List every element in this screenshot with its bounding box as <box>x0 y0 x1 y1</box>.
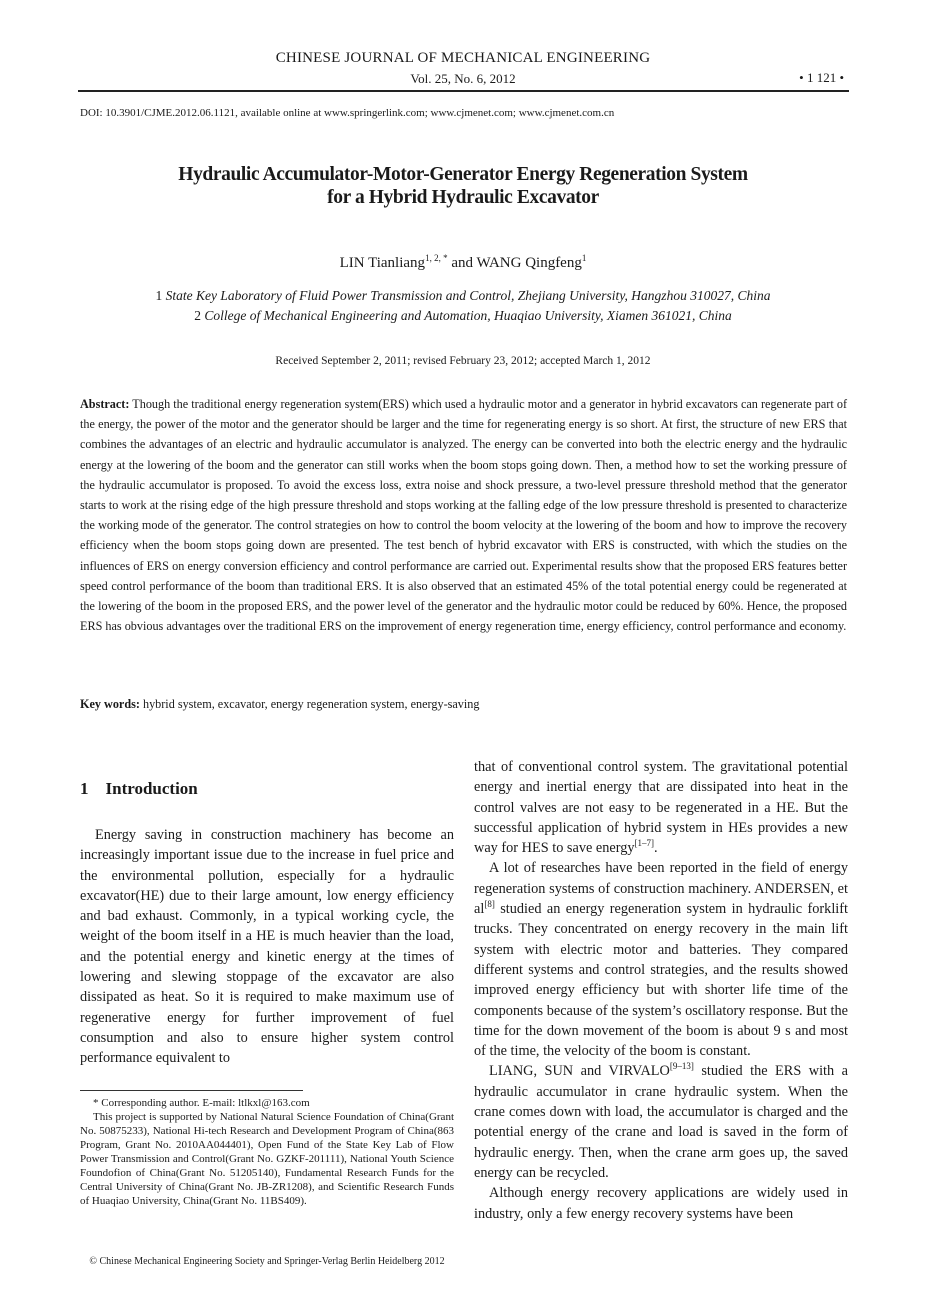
intro-paragraph-2-start: A lot of researches have been reported in the field of energy regeneration systems of construction machinery. ANDERSEN, et al <box>474 860 848 918</box>
citation-8[interactable]: [8] <box>484 899 495 910</box>
right-column-body <box>474 757 848 1224</box>
intro-paragraph-continued-end: . <box>654 840 658 857</box>
paper-title-line-1: Hydraulic Accumulator-Motor-Generator Energy Regeneration System <box>178 164 748 185</box>
paper-title-line-2: for a Hybrid Hydraulic Excavator <box>327 187 599 208</box>
author-line <box>0 255 926 272</box>
abstract-label: Abstract: <box>80 397 130 411</box>
doi-line: DOI: 10.3901/CJME.2012.06.1121, available online at www.springerlink.com; www.cjmenet.com; www.cjmenet.com.cn <box>80 107 615 119</box>
affiliation-2 <box>0 308 926 324</box>
keywords-text: hybrid system, excavator, energy regeneration system, energy-saving <box>142 697 480 711</box>
intro-paragraph-2-rest: studied an energy regeneration system in hydraulic forklift trucks. They concentrated on energy recovery in the main lift system with electric motor and batteries. They compared different systems and control strategies, and the results showed improved energy efficiency but with shorter life time of the components because of the system’s oscillatory response. But the time for the down movement of the boom is about 9 s and most of the time, the velocity of the boom is constant. <box>474 901 848 1060</box>
intro-paragraph-1: Energy saving in construction machinery has become an increasingly important issue due to the increase in fuel price and the environmental pollution, especially for a hydraulic excavator(HE) due to their large amount, low energy efficiency and bad exhaust. Commonly, in a typical working cycle, the weight of the boom itself in a HE is much heavier than the load, and the potential energy and kinetic energy at the times of lowering and slewing stoppage of the excavator are also dissipated as heat. So it is required to make maximum use of regenerative energy for further improvement of fuel consumption and also to ensure higher system control performance equivalent to <box>80 827 454 1067</box>
intro-paragraph-continued-text: that of conventional control system. The gravitational potential energy and inertial energy that are dissipated into heat in the control valves are not easy to be regenerated in a HE. But the successful application of hybrid system in HEs provides a new way for HES to save energy <box>474 759 848 857</box>
keywords <box>80 697 847 712</box>
journal-volume: Vol. 25, No. 6, 2012 <box>410 71 516 86</box>
received-dates: Received September 2, 2011; revised February 23, 2012; accepted March 1, 2012 <box>275 355 651 367</box>
corresponding-author-note: * Corresponding author. E-mail: ltlkxl@163.com <box>93 1097 310 1109</box>
copyright-notice: © Chinese Mechanical Engineering Society and Springer-Verlag Berlin Heidelberg 2012 <box>89 1256 445 1267</box>
journal-title: CHINESE JOURNAL OF MECHANICAL ENGINEERING <box>275 50 651 66</box>
section-heading <box>80 779 198 799</box>
citation-1-7[interactable]: [1–7] <box>634 838 655 849</box>
intro-paragraph-4: Although energy recovery applications are widely used in industry, only a few energy recovery systems have been <box>474 1185 848 1222</box>
intro-paragraph-2 <box>474 858 848 1061</box>
abstract <box>80 394 847 636</box>
footnote-rule <box>80 1090 303 1091</box>
paper-title <box>0 163 926 209</box>
footnotes <box>80 1096 454 1208</box>
keywords-label: Key words: <box>80 697 140 711</box>
affiliation-1-number: 1 <box>155 288 163 303</box>
section-number: 1 <box>80 779 89 798</box>
intro-paragraph-3-start: LIANG, SUN and VIRVALO <box>489 1063 670 1080</box>
section-title: Introduction <box>105 779 198 798</box>
page-number: • 1 121 • <box>799 70 844 85</box>
intro-paragraph-3 <box>474 1061 848 1183</box>
intro-paragraph-3-rest: studied the ERS with a hydraulic accumulator in crane hydraulic system. When the crane comes down with load, the accumulator is charged and the potential energy of the crane and load is saved in the form of hydraulic energy. Then, when the crane arm goes up, the saved energy can be recycled. <box>474 1063 848 1181</box>
citation-9-13[interactable]: [9–13] <box>669 1061 694 1072</box>
affiliation-1-text: State Key Laboratory of Fluid Power Transmission and Control, Zhejiang University, Hangzhou 310027, China <box>165 288 771 303</box>
left-column-body <box>80 825 454 1069</box>
author-2-name: and WANG Qingfeng <box>447 255 582 271</box>
author-1-affiliation-mark: 1, 2, * <box>425 253 448 263</box>
author-2-affiliation-mark: 1 <box>581 253 587 263</box>
funding-note: This project is supported by National Natural Science Foundation of China(Grant No. 50875233), National Hi-tech Research and Development Program of China(863 Program, Grant No. 2010AA044401), Open Fund of the State Key Lab of Flow Power Transmission and Control(Grant No. GZKF-201111), National Youth Science Foundofion of China(Grant No. 51205140), Fundamental Research Funds for the Central University of China(Grant No. JB-ZR1208), and Scientific Research Funds of Huaqiao University, China(Grant No. 11BS409). <box>80 1111 454 1207</box>
affiliation-2-text: College of Mechanical Engineering and Automation, Huaqiao University, Xiamen 361021, China <box>204 308 732 323</box>
affiliation-2-number: 2 <box>194 308 202 323</box>
header-rule <box>78 90 849 92</box>
affiliation-1 <box>0 288 926 304</box>
author-1-name: LIN Tianliang <box>339 255 426 271</box>
intro-paragraph-continued <box>474 757 848 858</box>
abstract-text: Though the traditional energy regeneration system(ERS) which used a hydraulic motor and a generator in hybrid excavators can regenerate part of the energy, the power of the motor and the generator should be larger and the time for regenerating energy is so short. At first, the structure of new ERS that combines the advantages of an electric and hydraulic accumulator is analyzed. The energy can be converted into both the electric energy and the hydraulic energy at the lowering of the boom and the generator can still works when the boom stops going down. Then, a method how to set the working pressure of the hydraulic accumulator is proposed. To avoid the excess loss, extra noise and shock pressure, a two-level pressure threshold method that the generator starts to work at the rising edge of the high pressure threshold and stops working at the falling edge of the low pressure threshold is presented to characterize the working mode of the generator. The control strategies on how to control the boom velocity at the lowering of the boom and how to improve the recovery efficiency when the boom stops going down are presented. The test bench of hybrid excavator with ERS is constructed, with which the studies on the influences of ERS on energy conversion efficiency and control performance are carried out. Experimental results show that the proposed ERS features better speed control performance of the boom than traditional ERS. It is also observed that an estimated 45% of the total potential energy could be regenerated at the lowering of the boom in the proposed ERS, and the power level of the generator and the hydraulic motor could be reduced by 60%. Hence, the proposed ERS has obvious advantages over the traditional ERS on the improvement of energy regeneration time, energy efficiency, control performance and economy. <box>80 397 847 634</box>
